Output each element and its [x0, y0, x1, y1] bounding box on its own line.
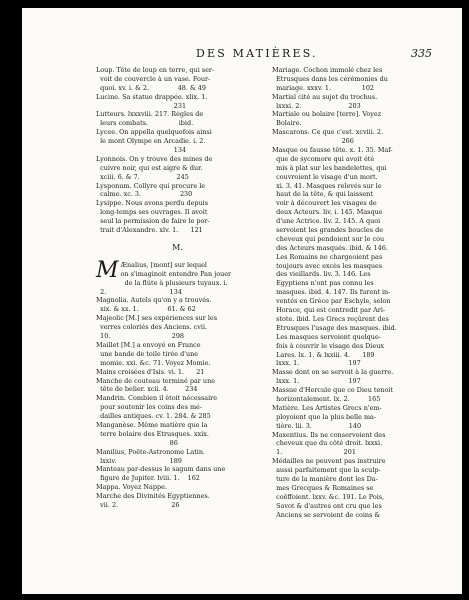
index-line: Etrusques l'usage des masques. ibid.: [272, 323, 397, 332]
index-line: Lycee. On appella quelquefois ainsi: [96, 128, 212, 137]
index-line: horizontalement. lx. 2. 165: [272, 394, 381, 403]
index-line: Bolaire.: [272, 119, 302, 128]
index-line: voit de couvercle à un vase. Four-: [96, 74, 211, 83]
index-line: fois à couvrir le visage des Dieux: [272, 341, 384, 350]
index-line: masques. ibid. 4. 147. Ils furent in-: [272, 288, 391, 297]
index-line: Mandrin. Combien il étoit nécessaire: [96, 394, 218, 403]
index-line: de la flûte à plusieurs tuyaux. i.: [120, 278, 228, 287]
index-line: Egyptiens n'ont pas connu les: [272, 279, 374, 288]
index-line: Masse dont on se servoit à la guerre.: [272, 368, 394, 377]
index-line: momie. xxi. &c. 71. Voyez Momie.: [96, 358, 211, 367]
index-line: stote. ibid. Les Grecs reçûrent des: [272, 314, 389, 323]
index-line: Mappa. Voyez Nappe.: [96, 483, 167, 492]
index-line: Manilius, Poëte-Astronome Latin.: [96, 447, 206, 456]
index-line: Majeolic [M.] ses expériences sur les: [96, 314, 218, 323]
index-line: Ænalius, [mont] sur lequel: [120, 260, 207, 269]
index-line: 10. 298: [96, 332, 185, 341]
index-line: Matière. Les Artistes Grecs n'em-: [272, 403, 382, 412]
index-line: Masque ou fausse tête. x. 1. 35. Maf-: [272, 146, 393, 155]
index-line: 266: [272, 137, 354, 146]
section-letter-heading: M.: [172, 242, 183, 252]
index-line: Lucine. Sa statue drappée. xlix. 1.: [96, 92, 208, 101]
index-line: 134: [96, 146, 187, 155]
index-line: lxxx. 1. 197: [272, 359, 361, 368]
index-line: Lysippe. Nous avons perdu depuis: [96, 199, 209, 208]
index-line: 1. 201: [272, 448, 356, 457]
index-line: Anciens se servoient de coins &: [272, 510, 381, 519]
index-line: trait d'Alexandre. xlv. 1. 121: [96, 226, 203, 235]
index-line: haut de la tête, & qui laissent: [272, 190, 373, 199]
index-line: verres coloriés des Anciens. cvii.: [96, 323, 208, 332]
index-line: Marche des Divinités Egyptiennes.: [96, 492, 210, 501]
index-line: Lyonnois. On y trouve des mines de: [96, 154, 213, 163]
index-line: Lares. lx. 1. & lxxiii. 4. 189: [272, 350, 375, 359]
index-line: ployoient que la plus belle ma-: [272, 412, 377, 421]
index-line: 86: [96, 438, 178, 447]
index-line: mes Grecques & Romaines se: [272, 483, 374, 492]
index-line: 2. 134: [96, 287, 182, 296]
index-line: servoient les grandes boucles de: [272, 226, 384, 235]
index-line: Loup. Tête de loup en terre, qui ser-: [96, 66, 215, 74]
index-line: long-temps ses ouvrages. Il avoit: [96, 208, 208, 217]
index-line: Les masques servoient quelque-: [272, 332, 381, 341]
index-line: vii. 2. 26: [96, 500, 180, 509]
index-line: ventés en Grèce par Eschyle, selon: [272, 297, 391, 306]
index-line: Manche de couteau terminé par une: [96, 376, 216, 385]
index-line: ture de la manière dont les Da-: [272, 474, 378, 483]
index-line: xciii. 6. & 7. 245: [96, 172, 189, 181]
index-line: Mascarons. Ce que c'est. xcviii. 2.: [272, 128, 384, 137]
index-line: des Acteurs masqués. ibid. & 146.: [272, 243, 388, 252]
index-line: cheveux que du côté droit. lxxxi.: [272, 439, 383, 448]
index-line: deux Acteurs. liv. i. 145. Masque: [272, 208, 383, 217]
index-line: Magnolia. Autels qu'on y a trouvés.: [96, 296, 212, 305]
index-line: lxxiv. 189: [96, 456, 182, 465]
index-line: pour soutenir les coins des mé-: [96, 403, 203, 412]
page-header: [96, 47, 432, 63]
index-line: mis à plat sur les bandelettes, qui: [272, 163, 387, 172]
index-line: Maxentius. Ils ne conservoient des: [272, 430, 386, 439]
index-line: Manganèse. Même matière que la: [96, 420, 208, 429]
index-column-left: [96, 66, 259, 510]
running-title: DES MATIÈRES.: [196, 47, 318, 60]
index-line: calme. xc. 3. 230: [96, 190, 193, 199]
index-line: Martiale ou bolaire [terre]. Voyez: [272, 110, 382, 119]
index-line: le mont Olympe en Arcadie. i. 2.: [96, 137, 206, 146]
index-line: xi. 3. 41. Masques relevés sur le: [272, 181, 382, 190]
index-line: Médailles ne peuvent pas instruire: [272, 457, 386, 466]
index-line: mariage. xxxv. 1. 102: [272, 83, 375, 92]
page-number: 335: [411, 47, 432, 60]
index-line: Les Romains ne chargeoient pas: [272, 252, 383, 261]
index-line: dailles antiques. cv. 1. 284. & 285: [96, 412, 211, 421]
index-line: Etrusques dans les cérémonies du: [272, 74, 388, 83]
index-line: tière. lii. 3. 140: [272, 421, 362, 430]
index-line: tête de belier. xcii. 4. 234: [96, 385, 198, 394]
index-line: Lutteurs. lxxxviii. 217. Règles de: [96, 110, 204, 119]
index-line: des vieillards. liv. 3. 146. Les: [272, 270, 371, 279]
index-line: cheveux qui pendoient sur le cou: [272, 234, 385, 243]
index-line: Mariage. Cochon immolé chez les: [272, 66, 383, 74]
index-line: figure de Jupiter. lviii. 1. 162: [96, 474, 200, 483]
index-line: 231: [96, 101, 187, 110]
drop-cap-letter: M: [96, 257, 119, 283]
index-line: aussi parfaitement que la sculp-: [272, 466, 381, 475]
index-line: d'une Actrice. liv. 2. 145. A quoi: [272, 217, 381, 226]
index-line: lxxx. 1. 197: [272, 377, 361, 386]
index-line: leurs combats. ibid.: [96, 119, 194, 128]
index-line: voir à découvert les visages de: [272, 199, 377, 208]
index-line: Martial cité au sujet du trochus.: [272, 92, 378, 101]
index-line: seul la permission de faire le por-: [96, 217, 210, 226]
index-line: lxxxi. 2. 203: [272, 101, 361, 110]
index-line: Savot & d'autres ont cru que les: [272, 501, 382, 510]
index-line: quoi. xv. i. & 2. 48. & 49: [96, 83, 206, 92]
index-line: que de sycomore qui avoit été: [272, 154, 375, 163]
index-line: Maillet [M.] a envoyé en France: [96, 340, 201, 349]
index-line: xix. & xx. 1. 61. & 62: [96, 305, 196, 314]
index-line: Horace, qui est contredit par Ari-: [272, 306, 386, 315]
index-line: toujours avec excès les masques: [272, 261, 383, 270]
index-column-right: [272, 66, 435, 519]
index-line: cuivre noir, qui est aigre & dur.: [96, 163, 203, 172]
index-line: coëffoient. lxxv. &c. 191. Le Pois,: [272, 492, 385, 501]
index-line: Mains croisées d'Isis. vi. 1. 21: [96, 367, 205, 376]
index-line: Massue d'Hercule que ce Dieu tenoit: [272, 386, 393, 395]
index-line: couvroient le visage d'un mort.: [272, 172, 378, 181]
index-line: terre bolaire des Etrusques. xxix.: [96, 429, 209, 438]
index-line: Lysponum. Collyre qui procure le: [96, 181, 206, 190]
index-line: Manteau par-dessus le sagum dans une: [96, 465, 226, 474]
index-line: on s'imaginoit entendre Pan jouer: [120, 269, 232, 278]
index-line: une bande de toile tirée d'une: [96, 349, 199, 358]
